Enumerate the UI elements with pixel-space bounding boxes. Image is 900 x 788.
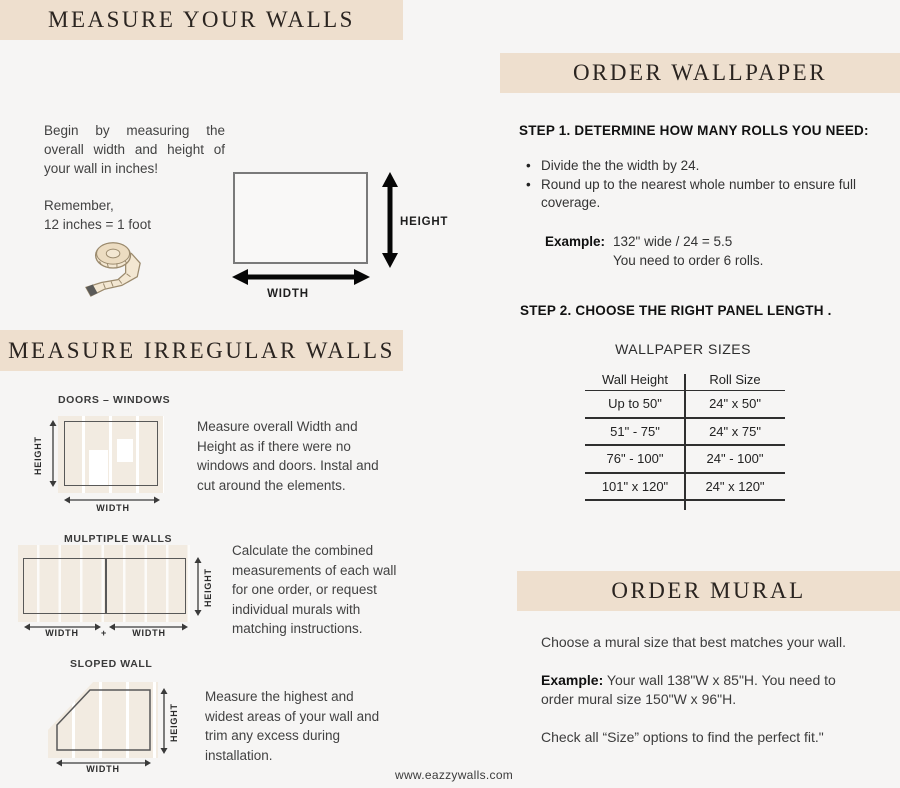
window-shape bbox=[117, 439, 133, 462]
bullet-item: • Round up to the nearest whole number to ensure full coverage. bbox=[524, 176, 856, 213]
sloped-wall-label: SLOPED WALL bbox=[70, 658, 153, 670]
sloped-wall-text: Measure the highest and widest areas of your wall and trim any excess during installation. bbox=[205, 689, 380, 763]
table-header-roll-size: Roll Size bbox=[709, 371, 761, 387]
step1-heading: STEP 1. DETERMINE HOW MANY ROLLS YOU NEED: bbox=[519, 123, 869, 138]
sw-height-label: HEIGHT bbox=[169, 703, 179, 742]
height-arrow-icon bbox=[379, 172, 401, 273]
dw-height-label: HEIGHT bbox=[33, 436, 43, 475]
cell-roll-size: 24" x 75" bbox=[709, 423, 761, 439]
order-wallpaper-header bbox=[500, 53, 900, 93]
height-label: HEIGHT bbox=[400, 216, 449, 228]
mural-example-label: Example: bbox=[541, 671, 604, 688]
doors-windows-wall-outline bbox=[64, 421, 158, 486]
mw-height-arrow-icon bbox=[193, 557, 203, 621]
measure-walls-title: MEASURE YOUR WALLS bbox=[48, 7, 355, 32]
cell-roll-size: 24" x 50" bbox=[709, 396, 761, 412]
order-mural-header bbox=[517, 571, 900, 611]
step1-bullet-list bbox=[524, 157, 856, 213]
mw-plus-label: + bbox=[100, 628, 108, 638]
cell-wall-height: 101" x 120" bbox=[601, 478, 669, 494]
measure-walls-reminder bbox=[44, 196, 225, 234]
example-line1: 132" wide / 24 = 5.5 bbox=[613, 234, 733, 249]
mw-height-label: HEIGHT bbox=[203, 568, 213, 607]
step2-heading: STEP 2. CHOOSE THE RIGHT PANEL LENGTH . bbox=[520, 303, 832, 318]
bullet-item: • Divide the the width by 24. bbox=[524, 157, 856, 176]
wallpaper-sizes-title: WALLPAPER SIZES bbox=[615, 341, 751, 357]
cell-roll-size: 24" - 100" bbox=[706, 451, 764, 467]
table-header-wall-height: Wall Height bbox=[602, 371, 668, 387]
doors-windows-text: Measure overall Width and Height as if there were no windows and doors. Instal and cut around the elements. bbox=[197, 419, 379, 493]
table-column-divider bbox=[684, 374, 686, 510]
door-shape bbox=[89, 450, 108, 485]
order-mural-title: ORDER MURAL bbox=[611, 578, 806, 603]
dw-height-arrow-icon bbox=[48, 420, 58, 492]
tape-measure-icon bbox=[76, 238, 154, 303]
dw-width-label: WIDTH bbox=[96, 503, 130, 513]
cell-wall-height: 76" - 100" bbox=[606, 451, 664, 467]
doors-windows-label: DOORS – WINDOWS bbox=[58, 394, 171, 406]
reminder-line2: 12 inches = 1 foot bbox=[44, 217, 151, 232]
irregular-walls-title: MEASURE IRREGULAR WALLS bbox=[8, 337, 395, 363]
multiple-walls-outline bbox=[23, 558, 186, 614]
example-line2: You need to order 6 rolls. bbox=[613, 253, 764, 268]
order-wallpaper-title: ORDER WALLPAPER bbox=[572, 60, 828, 85]
wall-divider-line bbox=[105, 559, 107, 613]
measure-walls-intro: Begin by measuring the overall width and height of your wall in inches! bbox=[44, 123, 225, 176]
mw-width-label-1: WIDTH bbox=[45, 628, 79, 638]
multiple-walls-text: Calculate the combined measurements of each wall for one order, or request individual murals with matching instructions. bbox=[232, 543, 397, 636]
width-label: WIDTH bbox=[267, 288, 309, 300]
mural-paragraph-2 bbox=[541, 671, 853, 710]
multiple-walls-label: MULPTIPLE WALLS bbox=[64, 533, 173, 545]
website-url: www.eazzywalls.com bbox=[395, 768, 514, 782]
mural-example-text: Your wall 138"W x 85"H. You need to order mural size 150"W x 96"H. bbox=[541, 671, 836, 707]
mural-paragraph-1: Choose a mural size that best matches your wall. bbox=[541, 634, 847, 650]
mw-width-label-2: WIDTH bbox=[132, 628, 166, 638]
cell-roll-size: 24" x 120" bbox=[705, 478, 765, 494]
step1-example bbox=[545, 232, 763, 270]
mural-paragraph-3: Check all “Size” options to find the perfect fit." bbox=[541, 728, 824, 745]
cell-wall-height: Up to 50" bbox=[608, 396, 662, 412]
order-mural-text bbox=[541, 633, 853, 765]
reminder-line1: Remember, bbox=[44, 198, 114, 213]
sloped-wall-outline bbox=[50, 684, 155, 761]
sw-height-arrow-icon bbox=[159, 688, 169, 759]
wall-rectangle-diagram bbox=[233, 172, 368, 264]
sw-width-label: WIDTH bbox=[86, 764, 120, 774]
irregular-walls-header bbox=[0, 330, 403, 371]
measure-walls-header bbox=[0, 0, 403, 40]
cell-wall-height: 51" - 75" bbox=[610, 423, 660, 439]
example-label: Example: bbox=[545, 234, 606, 249]
